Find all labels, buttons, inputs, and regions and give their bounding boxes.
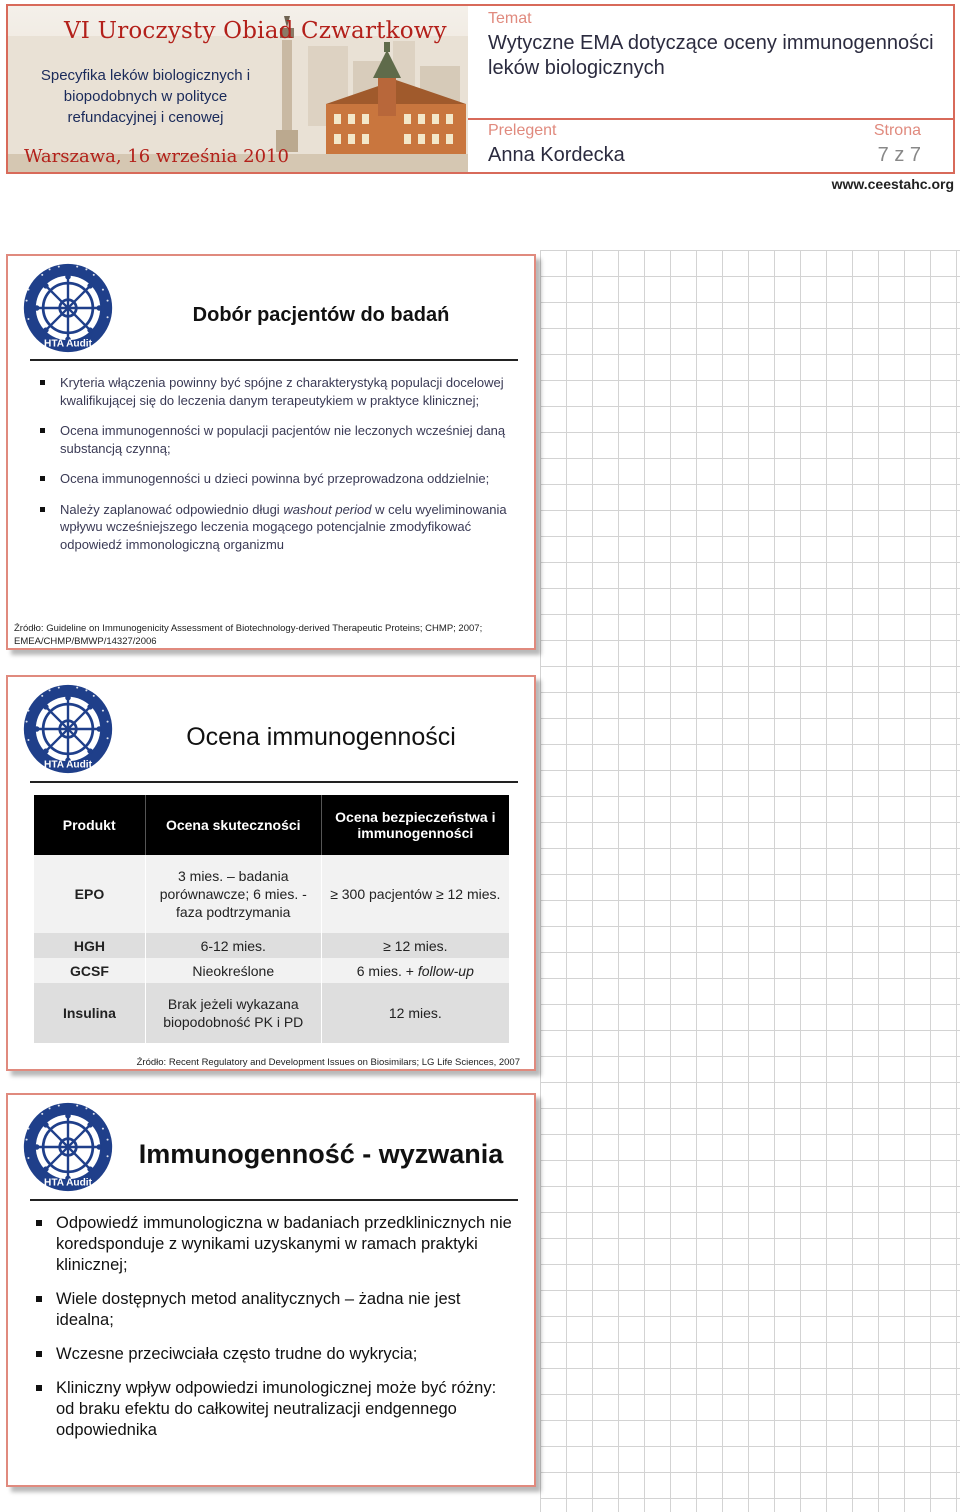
slide-title: Immunogenność - wyzwania [138,1139,504,1169]
event-title: VI Uroczysty Obiad Czwartkowy [64,18,447,44]
bullet-text: Odpowiedź immunologiczna w badaniach przedklinicznych nie koredsponduje z wynikami uzyskanymi w ramach praktyki klinicznej; [56,1214,512,1274]
header-divider [468,118,953,120]
safety-text-emphasis: follow-up [417,962,474,979]
product-cell: EPO [34,855,146,933]
notes-grid [540,250,960,1512]
column-header: Produkt [34,795,146,855]
efficacy-cell: Nieokreślone [145,958,321,983]
bullet-text-b: w celu wyeliminowania wpływu wcześniejszego leczenia mogącego potencjalnie zmodyfikować odpowiedź immonologiczną organizmu [60,501,507,552]
topic-label: Temat [488,10,532,27]
hta-audit-logo [22,683,114,775]
bullet-item [40,470,510,488]
bullet-text: Wczesne przeciwciała często trudne do wykrycia; [56,1345,418,1363]
bullet-item [40,501,510,554]
safety-cell [321,958,509,983]
table-row [34,855,510,933]
bullet-text-emphasis: washout period [283,501,372,517]
slide-immunogenicity-challenges [6,1093,536,1487]
slide-patient-selection [6,254,536,650]
safety-text: 6 mies. + [356,962,418,979]
product-cell: HGH [34,933,146,958]
event-date: Warszawa, 16 września 2010 [24,146,289,167]
bullet-text: Ocena immunogenności u dzieci powinna być przeprowadzona oddzielnie; [60,471,490,486]
title-underline [30,359,518,361]
bullet-square-icon [40,380,45,385]
table-row [34,958,510,983]
bullet-text: Kliniczny wpływ odpowiedzi imunologicznej może być różny: od braku efektu do całkowitej neutralizacji endgennego odpowiednika [56,1379,497,1439]
bullet-text: Ocena immunogenności w populacji pacjentów nie leczonych wcześniej daną substancją czynną; [60,423,506,456]
bullet-item [36,1378,516,1441]
bullet-square-icon [36,1385,42,1391]
source-note: Źródło: Guideline on Immunogenicity Assessment of Biotechnology-derived Therapeutic Proteins; CHMP; 2007; EMEA/CHMP/BMWP/14327/2006 [14,623,483,647]
assessment-table [33,795,509,1043]
bullet-item [40,374,510,409]
bullet-square-icon [36,1351,42,1357]
page-label: Strona [873,122,921,139]
column-header: Ocena bezpieczeństwa i immunogenności [321,795,509,855]
bullet-list [40,374,510,566]
safety-cell: ≥ 12 mies. [321,933,509,958]
event-subtitle: Specyfika leków biologicznych i biopodobnych w polityce refundacyjnej i cenowej [40,67,251,126]
speaker-label: Prelegent [488,122,557,139]
page-number: 7 z 7 [877,144,921,166]
bullet-square-icon [36,1296,42,1302]
event-banner [8,6,468,172]
bullet-square-icon [40,476,45,481]
slide-title: Dobór pacjentów do badań [192,304,450,326]
efficacy-cell: 3 mies. – badania porównawcze; 6 mies. - faza podtrzymania [145,855,321,933]
topic-text: Wytyczne EMA dotyczące oceny immunogenności leków biologicznych [488,32,934,79]
title-underline [30,1199,518,1201]
bullet-text: Wiele dostępnych metod analitycznych – żadna nie jest idealna; [56,1290,461,1329]
bullet-item [36,1213,516,1276]
efficacy-cell: 6-12 mies. [145,933,321,958]
bullet-square-icon [40,428,45,433]
bullet-item [36,1289,516,1331]
safety-cell: ≥ 300 pacjentów ≥ 12 mies. [321,855,509,933]
column-header: Ocena skuteczności [145,795,321,855]
bullet-list [36,1213,516,1454]
speaker-name: Anna Kordecka [488,144,625,166]
safety-cell: 12 mies. [321,983,509,1043]
title-underline [30,781,518,783]
bullet-text: Kryteria włączenia powinny być spójne z charakterystyką populacji docelowej kwalifikującej się do leczenia danym terapeutykiem w praktyce klinicznej; [60,375,504,408]
slide-immunogenicity-assessment [6,675,536,1071]
bullet-item [40,422,510,457]
hta-audit-logo [22,1101,114,1193]
bullet-square-icon [36,1220,42,1226]
product-cell: Insulina [34,983,146,1043]
header-info [468,6,953,172]
bullet-square-icon [40,507,45,512]
bullet-item [36,1344,516,1365]
document-header [6,4,955,174]
website-link[interactable]: www.ceestahc.org [831,176,954,192]
table-row [34,933,510,958]
table-row [34,983,510,1043]
efficacy-cell: Brak jeżeli wykazana biopodobność PK i PD [145,983,321,1043]
bullet-text-a: Należy zaplanować odpowiednio długi [60,501,284,517]
slide-title: Ocena immunogenności [186,723,456,751]
table-header-row [34,795,510,855]
hta-audit-logo [22,262,114,354]
product-cell: GCSF [34,958,146,983]
source-note: Źródło: Recent Regulatory and Development Issues on Biosimilars; LG Life Sciences, 2007 [136,1057,520,1068]
